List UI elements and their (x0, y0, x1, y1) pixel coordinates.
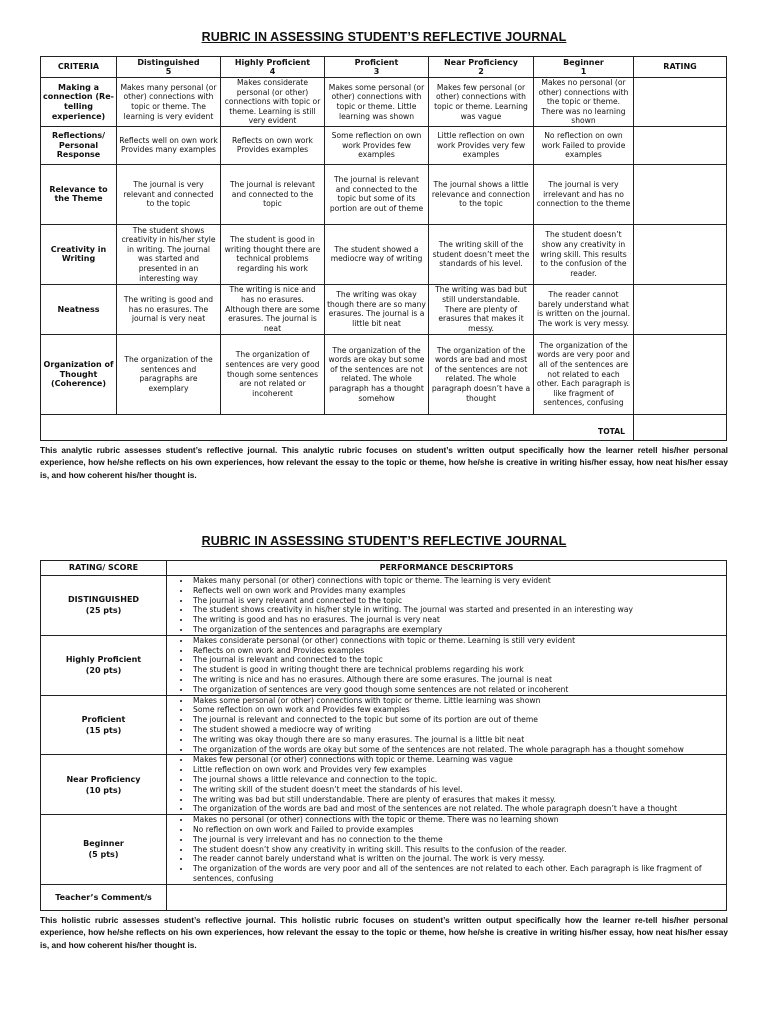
level-score: 5 (165, 67, 172, 76)
score-level-label (41, 635, 167, 695)
descriptor-list (169, 755, 724, 814)
descriptor-list (169, 815, 724, 884)
descriptor-cell: Little reflection on own work Provides very few examples (429, 126, 534, 164)
descriptor-list (169, 696, 724, 755)
descriptor-item: • The student showed a mediocre way of writing (191, 725, 724, 735)
rating-cell[interactable] (634, 78, 727, 127)
criterion-label: Making a connection (Re-telling experience) (41, 78, 117, 127)
level-header-near-proficiency (429, 57, 534, 78)
level-header-distinguished (117, 57, 221, 78)
score-level-row (41, 815, 727, 885)
level-points: (5 pts) (88, 850, 119, 860)
descriptor-cell: The student shows creativity in his/her style in writing. The journal was started and presented in an interesting way (117, 224, 221, 284)
level-name: Highly Proficient (234, 57, 311, 67)
rating-cell[interactable] (634, 334, 727, 414)
descriptor-cell: Makes few personal (or other) connections with topic or theme. Learning was vague (429, 78, 534, 127)
descriptor-cell: The journal is very irrelevant and has no connection to the theme (534, 164, 634, 224)
descriptor-list (169, 636, 724, 695)
total-label: TOTAL (41, 414, 634, 440)
analytic-rubric-table (40, 56, 727, 441)
descriptor-item: • The writing was bad but still understandable. There are plenty of erasures that makes it messy. (191, 795, 724, 805)
rating-cell[interactable] (634, 164, 727, 224)
descriptor-list-cell (167, 695, 727, 755)
descriptor-item: • The journal is very relevant and connected to the topic (191, 596, 724, 606)
teacher-comment-field[interactable] (167, 884, 727, 910)
descriptor-item: • Reflects well on own work and Provides many examples (191, 586, 724, 596)
descriptor-item: • The writing is good and has no erasures. The journal is very neat (191, 615, 724, 625)
descriptor-cell: The writing is good and has no erasures. The journal is very neat (117, 284, 221, 334)
criterion-label: Reflections/ Personal Response (41, 126, 117, 164)
holistic-rubric-title: RUBRIC IN ASSESSING STUDENT’S REFLECTIVE JOURNAL (201, 534, 567, 548)
descriptor-item: • The journal is relevant and connected to the topic (191, 655, 724, 665)
descriptor-cell: The journal is relevant and connected to the topic but some of its portion are out of theme (325, 164, 429, 224)
criterion-row (41, 164, 727, 224)
descriptor-cell: The reader cannot barely understand what is written on the journal. The work is very messy. (534, 284, 634, 334)
descriptor-item: • The journal is very irrelevant and has no connection to the theme (191, 835, 724, 845)
descriptor-cell: The journal is very relevant and connected to the topic (117, 164, 221, 224)
total-rating-cell[interactable] (634, 414, 727, 440)
criterion-label: Organization of Thought (Coherence) (41, 334, 117, 414)
level-name: Near Proficiency (443, 57, 519, 67)
descriptor-list-cell (167, 815, 727, 885)
rating-header: RATING (634, 57, 727, 78)
level-points: (25 pts) (85, 606, 122, 616)
descriptor-cell: The journal shows a little relevance and connection to the topic (429, 164, 534, 224)
descriptor-cell: The writing is nice and has no erasures. Although there are some erasures. The journal is neat (221, 284, 325, 334)
analytic-header-row (41, 57, 727, 78)
criterion-row (41, 284, 727, 334)
descriptor-cell: No reflection on own work Failed to provide examples (534, 126, 634, 164)
level-name: Proficient (354, 57, 399, 67)
descriptor-item: • The organization of the words are very poor and all of the sentences are not related to each other. Each paragraph is like fragment of sentences, confusing (191, 864, 724, 884)
descriptor-item: • The reader cannot barely understand what is written on the journal. The work is very messy. (191, 854, 724, 864)
performance-descriptors-header: PERFORMANCE DESCRIPTORS (167, 561, 727, 576)
descriptor-cell: Makes no personal (or other) connections with the topic or theme. There was no learning shown (534, 78, 634, 127)
descriptor-item: • Little reflection on own work and Provides very few examples (191, 765, 724, 775)
level-name: Proficient (81, 714, 126, 724)
holistic-rubric-table (40, 560, 727, 911)
score-level-label (41, 815, 167, 885)
descriptor-cell: The writing skill of the student doesn’t meet the standards of his level. (429, 224, 534, 284)
descriptor-cell: The organization of the sentences and paragraphs are exemplary (117, 334, 221, 414)
descriptor-item: • The student is good in writing thought there are technical problems regarding his work (191, 665, 724, 675)
descriptor-item: • Makes few personal (or other) connections with topic or theme. Learning was vague (191, 755, 724, 765)
holistic-header-row (41, 561, 727, 576)
score-level-label (41, 695, 167, 755)
descriptor-item: • The journal is relevant and connected to the topic but some of its portion are out of theme (191, 715, 724, 725)
criterion-row (41, 334, 727, 414)
descriptor-cell: Makes considerate personal (or other) connections with topic or theme. Learning is still very evident (221, 78, 325, 127)
criterion-label: Relevance to the Theme (41, 164, 117, 224)
descriptor-list (169, 576, 724, 635)
criteria-header: CRITERIA (41, 57, 117, 78)
descriptor-list-cell (167, 635, 727, 695)
score-level-row (41, 755, 727, 815)
descriptor-list-cell (167, 576, 727, 636)
criterion-label: Creativity in Writing (41, 224, 117, 284)
level-name: Highly Proficient (65, 655, 142, 665)
criterion-row (41, 224, 727, 284)
score-level-row (41, 635, 727, 695)
descriptor-cell: The writing was bad but still understandable. There are plenty of erasures that makes it messy. (429, 284, 534, 334)
holistic-rubric-description: This holistic rubric assesses student’s reflective journal. This holistic rubric focuses on student’s written output specifically how the learner re-tell his/her personal experience, how he/she reflects on his own experiences, how relevant the essay to the topic or theme, how he/she is creative in writing his/her essay, how neat his/her essay is, and how coherent his/her thought is. (40, 915, 728, 950)
descriptor-item: • The organization of the sentences and paragraphs are exemplary (191, 625, 724, 635)
descriptor-item: • The writing is nice and has no erasures. Although there are some erasures. The journal is neat (191, 675, 724, 685)
descriptor-item: • Makes considerate personal (or other) connections with topic or theme. Learning is still very evident (191, 636, 724, 646)
level-name: Near Proficiency (66, 774, 141, 784)
level-score: 1 (580, 67, 587, 76)
level-name: Beginner (83, 839, 124, 849)
analytic-rubric-title: RUBRIC IN ASSESSING STUDENT’S REFLECTIVE JOURNAL (201, 30, 567, 44)
level-score: 2 (478, 67, 484, 76)
descriptor-item: • The student doesn’t show any creativity in writing skill. This results to the confusion of the reader. (191, 845, 724, 855)
criterion-label: Neatness (41, 284, 117, 334)
descriptor-item: • The organization of sentences are very good though some sentences are not related or incoherent (191, 685, 724, 695)
descriptor-item: • The organization of the words are bad and most of the sentences are not related. The whole paragraph doesn’t have a thought (191, 804, 724, 814)
score-level-label (41, 576, 167, 636)
teacher-comment-row (41, 884, 727, 910)
score-level-row (41, 695, 727, 755)
level-name: Distinguished (137, 57, 200, 67)
level-score: 3 (373, 67, 380, 76)
total-row (41, 414, 727, 440)
score-level-label (41, 755, 167, 815)
score-level-row (41, 576, 727, 636)
rating-cell[interactable] (634, 224, 727, 284)
descriptor-cell: Some reflection on own work Provides few examples (325, 126, 429, 164)
level-score: 4 (269, 67, 276, 76)
descriptor-item: • Some reflection on own work and Provides few examples (191, 705, 724, 715)
level-name: Beginner (563, 57, 604, 67)
descriptor-item: • The organization of the words are okay but some of the sentences are not related. The whole paragraph has a thought somehow (191, 745, 724, 755)
descriptor-cell: The organization of sentences are very good though some sentences are not related or incoherent (221, 334, 325, 414)
descriptor-cell: Reflects on own work Provides examples (221, 126, 325, 164)
rating-cell[interactable] (634, 284, 727, 334)
descriptor-cell: Makes many personal (or other) connections with topic or theme. The learning is very evident (117, 78, 221, 127)
descriptor-item: • The student shows creativity in his/her style in writing. The journal was started and presented in an interesting way (191, 605, 724, 615)
descriptor-cell: The organization of the words are bad and most of the sentences are not related. The whole paragraph doesn’t have a thought (429, 334, 534, 414)
descriptor-item: • Reflects on own work and Provides examples (191, 646, 724, 656)
criterion-row (41, 78, 727, 127)
descriptor-cell: Reflects well on own work Provides many examples (117, 126, 221, 164)
descriptor-cell: The student is good in writing thought there are technical problems regarding his work (221, 224, 325, 284)
descriptor-list-cell (167, 755, 727, 815)
descriptor-cell: The journal is relevant and connected to the topic (221, 164, 325, 224)
descriptor-cell: The organization of the words are okay but some of the sentences are not related. The whole paragraph has a thought somehow (325, 334, 429, 414)
rating-cell[interactable] (634, 126, 727, 164)
criterion-row (41, 126, 727, 164)
descriptor-item: • The journal shows a little relevance and connection to the topic. (191, 775, 724, 785)
descriptor-item: • The writing skill of the student doesn’t meet the standards of his level. (191, 785, 724, 795)
descriptor-cell: Makes some personal (or other) connections with topic or theme. Little learning was shown (325, 78, 429, 127)
level-name: DISTINGUISHED (67, 595, 140, 605)
descriptor-cell: The writing was okay though there are so many erasures. The journal is a little bit neat (325, 284, 429, 334)
descriptor-item: • Makes many personal (or other) connections with topic or theme. The learning is very evident (191, 576, 724, 586)
descriptor-item: • Makes some personal (or other) connections with topic or theme. Little learning was shown (191, 696, 724, 706)
descriptor-cell: The student doesn’t show any creativity in wring skill. This results to the confusion of the reader. (534, 224, 634, 284)
level-points: (20 pts) (85, 666, 122, 676)
analytic-rubric-description: This analytic rubric assesses student’s reflective journal. This analytic rubric focuses on student’s written output specifically how the learner retell his/her personal experience, how he/she reflects on his own experiences, how relevant the essay to the topic or theme, how he/she is creative in writing his/her essay, how neat his/her essay is, and how coherent his/her thought is. (40, 445, 728, 480)
rating-score-header: RATING/ SCORE (41, 561, 167, 576)
descriptor-item: • No reflection on own work and Failed to provide examples (191, 825, 724, 835)
level-points: (15 pts) (85, 725, 122, 735)
descriptor-item: • Makes no personal (or other) connections with the topic or theme. There was no learning shown (191, 815, 724, 825)
level-header-proficient (325, 57, 429, 78)
level-header-beginner (534, 57, 634, 78)
descriptor-cell: The organization of the words are very poor and all of the sentences are not related to each other. Each paragraph is like fragment of sentences, confusing (534, 334, 634, 414)
descriptor-cell: The student showed a mediocre way of writing (325, 224, 429, 284)
level-points: (10 pts) (85, 785, 122, 795)
level-header-highly-proficient (221, 57, 325, 78)
teacher-comment-label: Teacher’s Comment/s (41, 884, 167, 910)
descriptor-item: • The writing was okay though there are so many erasures. The journal is a little bit neat (191, 735, 724, 745)
